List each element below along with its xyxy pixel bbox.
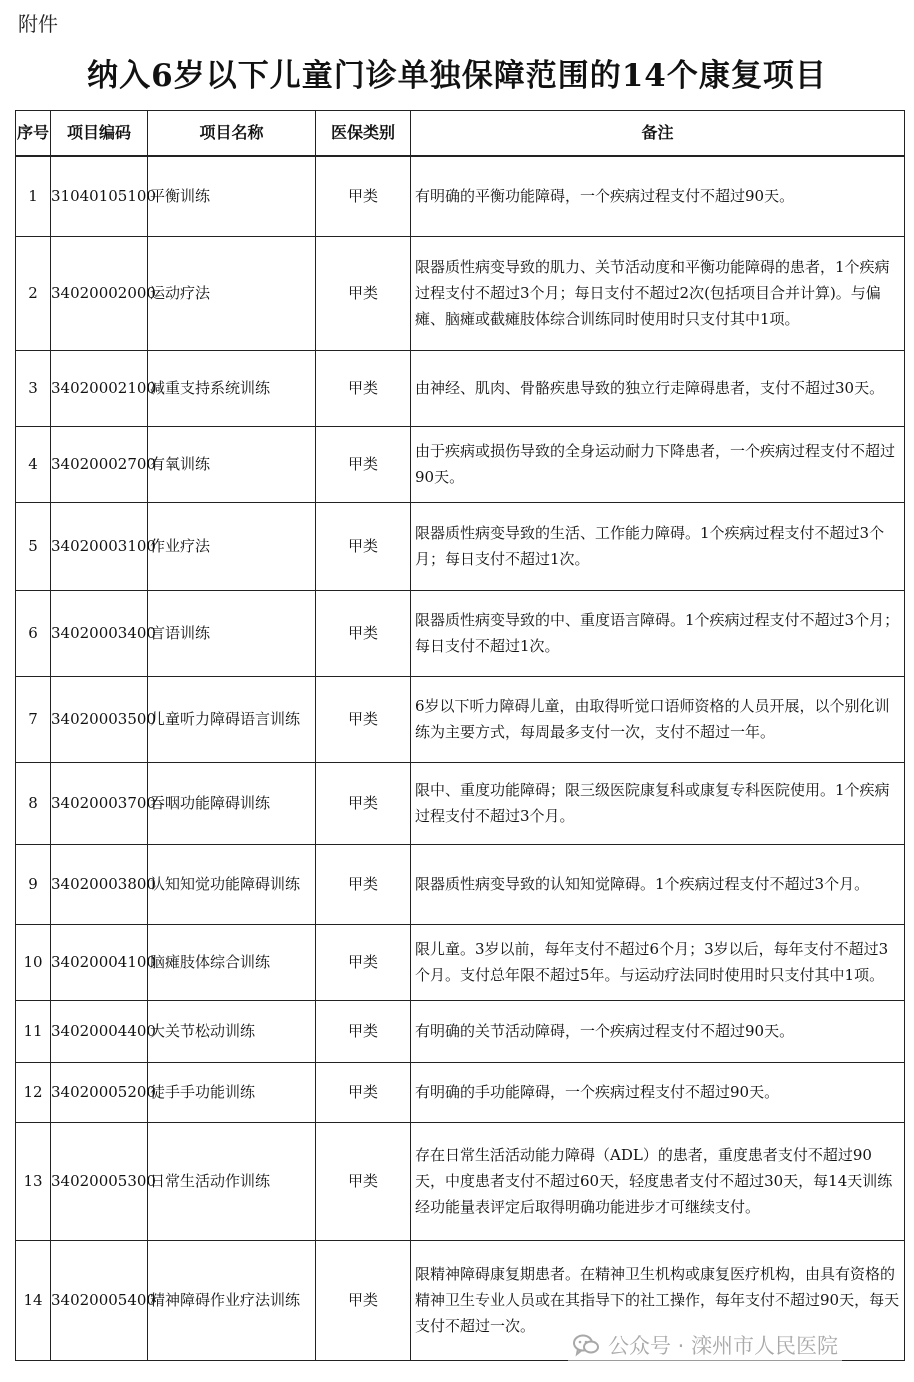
item-name: 儿童听力障碍语言训练 [148, 676, 316, 762]
item-name: 日常生活动作训练 [148, 1122, 316, 1240]
insurance-type: 甲类 [316, 350, 411, 426]
item-code: 34020002700 [51, 426, 148, 502]
item-code: 34020003400 [51, 590, 148, 676]
table-row [16, 350, 905, 426]
item-note: 有明确的平衡功能障碍，一个疾病过程支付不超过90天。 [411, 156, 905, 236]
insurance-type: 甲类 [316, 426, 411, 502]
item-note: 6岁以下听力障碍儿童，由取得听觉口语师资格的人员开展，以个别化训练为主要方式，每周最多支付一次，支付不超过一年。 [411, 676, 905, 762]
item-note: 限器质性病变导致的认知知觉障碍。1个疾病过程支付不超过3个月。 [411, 844, 905, 924]
insurance-type: 甲类 [316, 236, 411, 350]
insurance-type: 甲类 [316, 1000, 411, 1062]
column-header-type: 医保类别 [316, 111, 411, 157]
item-note: 存在日常生活活动能力障碍（ADL）的患者，重度患者支付不超过90天，中度患者支付不超过60天，轻度患者支付不超过30天，每14天训练经功能量表评定后取得明确功能进步才可继续支付。 [411, 1122, 905, 1240]
item-code: 34020004100 [51, 924, 148, 1000]
item-note: 由于疾病或损伤导致的全身运动耐力下降患者，一个疾病过程支付不超过90天。 [411, 426, 905, 502]
item-code: 34020005200 [51, 1062, 148, 1122]
table-row [16, 762, 905, 844]
row-number: 5 [16, 502, 51, 590]
row-number: 6 [16, 590, 51, 676]
item-name: 徒手手功能训练 [148, 1062, 316, 1122]
item-name: 精神障碍作业疗法训练 [148, 1240, 316, 1360]
row-number: 13 [16, 1122, 51, 1240]
item-name: 平衡训练 [148, 156, 316, 236]
row-number: 12 [16, 1062, 51, 1122]
table-row [16, 1000, 905, 1062]
column-header-no: 序号 [16, 111, 51, 157]
rehab-items-table [15, 110, 905, 1361]
table-row [16, 502, 905, 590]
item-code: 34020003100 [51, 502, 148, 590]
row-number: 3 [16, 350, 51, 426]
item-note: 有明确的手功能障碍，一个疾病过程支付不超过90天。 [411, 1062, 905, 1122]
item-note: 限中、重度功能障碍；限三级医院康复科或康复专科医院使用。1个疾病过程支付不超过3个月。 [411, 762, 905, 844]
insurance-type: 甲类 [316, 590, 411, 676]
table-row [16, 924, 905, 1000]
item-code: 34020004400 [51, 1000, 148, 1062]
item-note: 限器质性病变导致的肌力、关节活动度和平衡功能障碍的患者，1个疾病过程支付不超过3个月；每日支付不超过2次(包括项目合并计算)。与偏瘫、脑瘫或截瘫肢体综合训练同时使用时只支付其中1项。 [411, 236, 905, 350]
insurance-type: 甲类 [316, 1062, 411, 1122]
item-name: 运动疗法 [148, 236, 316, 350]
item-name: 大关节松动训练 [148, 1000, 316, 1062]
item-code: 34020003700 [51, 762, 148, 844]
item-name: 认知知觉功能障碍训练 [148, 844, 316, 924]
table-row [16, 590, 905, 676]
insurance-type: 甲类 [316, 844, 411, 924]
row-number: 9 [16, 844, 51, 924]
item-note: 限精神障碍康复期患者。在精神卫生机构或康复医疗机构，由具有资格的精神卫生专业人员或在其指导下的社工操作，每年支付不超过90天，每天支付不超过一次。 [411, 1240, 905, 1360]
insurance-type: 甲类 [316, 1240, 411, 1360]
watermark-text: 公众号 · 滦州市人民医院 [608, 1334, 839, 1358]
item-name: 有氧训练 [148, 426, 316, 502]
item-code: 34020003800 [51, 844, 148, 924]
row-number: 14 [16, 1240, 51, 1360]
table-row [16, 236, 905, 350]
column-header-name: 项目名称 [148, 111, 316, 157]
insurance-type: 甲类 [316, 762, 411, 844]
item-code: 34020002000 [51, 236, 148, 350]
insurance-type: 甲类 [316, 924, 411, 1000]
item-note: 有明确的关节活动障碍，一个疾病过程支付不超过90天。 [411, 1000, 905, 1062]
row-number: 8 [16, 762, 51, 844]
table-header-row [16, 111, 905, 157]
item-code: 34020003500 [51, 676, 148, 762]
wechat-official-account-icon [572, 1333, 600, 1357]
watermark [568, 1328, 842, 1362]
row-number: 10 [16, 924, 51, 1000]
insurance-type: 甲类 [316, 1122, 411, 1240]
row-number: 11 [16, 1000, 51, 1062]
row-number: 7 [16, 676, 51, 762]
table-row [16, 676, 905, 762]
item-name: 减重支持系统训练 [148, 350, 316, 426]
item-note: 限儿童。3岁以前，每年支付不超过6个月；3岁以后，每年支付不超过3个月。支付总年限不超过5年。与运动疗法同时使用时只支付其中1项。 [411, 924, 905, 1000]
item-code: 34020002100 [51, 350, 148, 426]
row-number: 4 [16, 426, 51, 502]
table-row [16, 1122, 905, 1240]
item-code: 34020005300 [51, 1122, 148, 1240]
item-name: 吞咽功能障碍训练 [148, 762, 316, 844]
item-name: 脑瘫肢体综合训练 [148, 924, 316, 1000]
attachment-label: 附件 [18, 12, 58, 36]
item-note: 限器质性病变导致的生活、工作能力障碍。1个疾病过程支付不超过3个月；每日支付不超过1次。 [411, 502, 905, 590]
table-row [16, 1062, 905, 1122]
item-code: 31040105100 [51, 156, 148, 236]
item-name: 言语训练 [148, 590, 316, 676]
column-header-code: 项目编码 [51, 111, 148, 157]
row-number: 2 [16, 236, 51, 350]
table-row [16, 426, 905, 502]
document-title: 纳入6岁以下儿童门诊单独保障范围的14个康复项目 [87, 58, 827, 94]
row-number: 1 [16, 156, 51, 236]
insurance-type: 甲类 [316, 502, 411, 590]
table-row [16, 844, 905, 924]
item-note: 限器质性病变导致的中、重度语言障碍。1个疾病过程支付不超过3个月；每日支付不超过1次。 [411, 590, 905, 676]
item-code: 34020005400 [51, 1240, 148, 1360]
item-note: 由神经、肌肉、骨骼疾患导致的独立行走障碍患者，支付不超过30天。 [411, 350, 905, 426]
insurance-type: 甲类 [316, 156, 411, 236]
column-header-note: 备注 [411, 111, 905, 157]
item-name: 作业疗法 [148, 502, 316, 590]
insurance-type: 甲类 [316, 676, 411, 762]
table-row [16, 156, 905, 236]
